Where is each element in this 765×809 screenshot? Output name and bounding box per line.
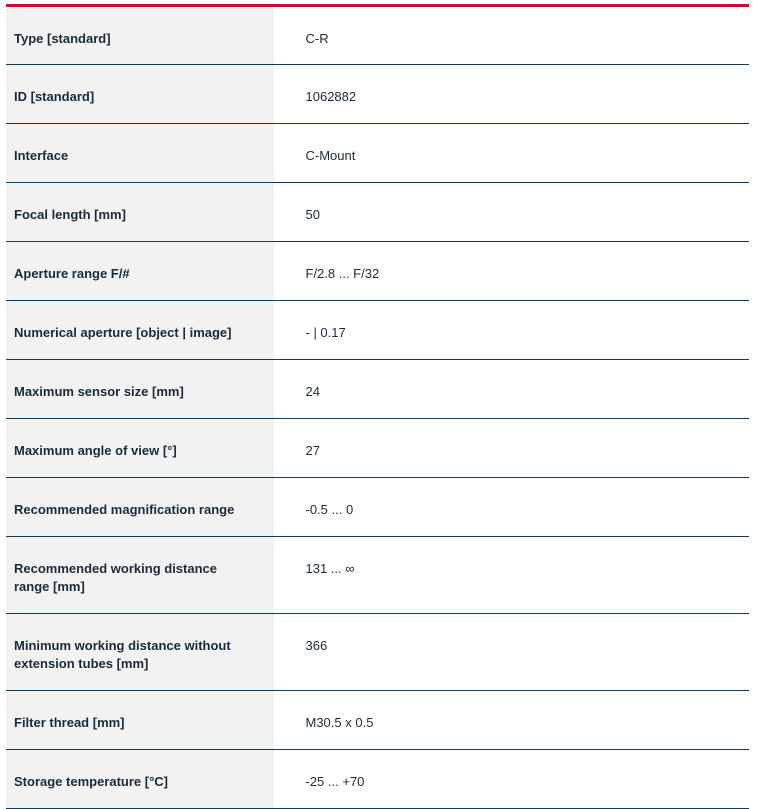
- table-row: [6, 614, 749, 691]
- table-row: [6, 478, 749, 537]
- spec-label: Interface: [6, 124, 274, 183]
- spec-label: Numerical aperture [object | image]: [6, 301, 274, 360]
- spec-label: Maximum angle of view [°]: [6, 419, 274, 478]
- spec-value: C-R: [274, 6, 749, 65]
- spec-value: 27: [274, 419, 749, 478]
- spec-value: 131 ... ∞: [274, 537, 749, 614]
- table-row: [6, 537, 749, 614]
- spec-label: Focal length [mm]: [6, 183, 274, 242]
- table-row: [6, 183, 749, 242]
- table-row: [6, 360, 749, 419]
- table-row: [6, 750, 749, 809]
- spec-label: Storage temperature [°C]: [6, 750, 274, 809]
- spec-value: 24: [274, 360, 749, 419]
- spec-value: 50: [274, 183, 749, 242]
- spec-label: ID [standard]: [6, 65, 274, 124]
- spec-value: 366: [274, 614, 749, 691]
- table-row: [6, 419, 749, 478]
- specifications-table: [6, 4, 749, 809]
- spec-label: Maximum sensor size [mm]: [6, 360, 274, 419]
- table-row: [6, 301, 749, 360]
- spec-label: Aperture range F/#: [6, 242, 274, 301]
- spec-value: -25 ... +70: [274, 750, 749, 809]
- spec-value: C-Mount: [274, 124, 749, 183]
- spec-label: Type [standard]: [6, 6, 274, 65]
- spec-label: Recommended working distance range [mm]: [6, 537, 274, 614]
- table-row: [6, 6, 749, 65]
- spec-label: Minimum working distance without extension tubes [mm]: [6, 614, 274, 691]
- table-row: [6, 65, 749, 124]
- table-row: [6, 242, 749, 301]
- spec-value: - | 0.17: [274, 301, 749, 360]
- table-row: [6, 124, 749, 183]
- spec-label: Filter thread [mm]: [6, 691, 274, 750]
- table-row: [6, 691, 749, 750]
- spec-value: -0.5 ... 0: [274, 478, 749, 537]
- spec-value: F/2.8 ... F/32: [274, 242, 749, 301]
- spec-value: M30.5 x 0.5: [274, 691, 749, 750]
- spec-value: 1062882: [274, 65, 749, 124]
- spec-label: Recommended magnification range: [6, 478, 274, 537]
